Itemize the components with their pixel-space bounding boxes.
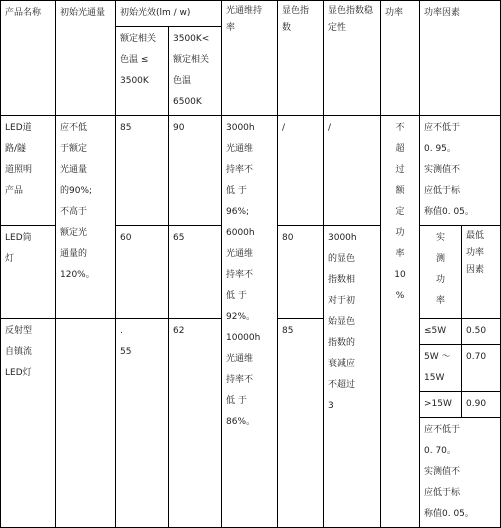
row1-product-name: LED道 路/隧 道照明 产品 — [1, 116, 56, 226]
row2-cri: 80 — [278, 226, 324, 319]
row1-efficacy-high: 90 — [169, 116, 222, 226]
header-product-name: 产品名称 — [1, 1, 56, 116]
row1-power-factor: 应不低于 0. 95。 实测值不 应低于标 称值0. 05。 — [420, 116, 501, 226]
row3-flux-empty — [56, 319, 116, 528]
row3-cri: 85 — [278, 319, 324, 528]
header-cct-low: 额定相关 色温 ≤ 3500K — [116, 27, 169, 116]
row2-efficacy-low: 60 — [116, 226, 169, 319]
pf-value: 0.70 — [462, 345, 501, 392]
header-cri: 显色指 数 — [278, 1, 324, 116]
row3-efficacy-low: . 55 — [116, 319, 169, 528]
row2-product-name: LED筒 灯 — [1, 226, 56, 319]
table-header-row — [1, 1, 501, 27]
pf-range: ≤5W — [420, 319, 462, 345]
row3-power-factor-note: 应不低于 0. 70。 实测值不 应低于标 称值0. 05。 — [420, 418, 501, 528]
row3-product-name: 反射型 自镇流 LED灯 — [1, 319, 56, 528]
row1-cri-stability: / — [324, 116, 381, 226]
header-cri-stability: 显色指数稳 定性 — [324, 1, 381, 116]
row1-efficacy-low: 85 — [116, 116, 169, 226]
table-row — [1, 116, 501, 226]
pf-label-actual: 实 测 功 率 — [420, 226, 462, 319]
row-power-requirement: 不 超 过 额 定 功 率 10 % — [381, 116, 420, 528]
pf-range: 5W ～ 15W — [420, 345, 462, 392]
header-power: 功率 — [381, 1, 420, 116]
pf-label-min: 最低 功率 因素 — [462, 226, 501, 319]
row1-cri: / — [278, 116, 324, 226]
pf-range: >15W — [420, 392, 462, 418]
header-initial-flux: 初始光通量 — [56, 1, 116, 116]
row2-efficacy-high: 65 — [169, 226, 222, 319]
row-maintenance-requirement: 3000h 光通维 持率不 低 于 96%; 6000h 光通维 持率不 低 于 92%。 10000h 光通维 持率不 低 于 86%。 — [222, 116, 278, 528]
pf-value: 0.90 — [462, 392, 501, 418]
row-cri-stability-requirement: 3000h 的显色 指数相 对于初 始显色 指数的 衰减应 不超过 3 — [324, 226, 381, 528]
row-flux-requirement: 应不低 于额定 光通量 的90%; 不高于 额定光 通量的 120%。 — [56, 116, 116, 319]
header-maintenance: 光通维持 率 — [222, 1, 278, 116]
row3-efficacy-high: 62 — [169, 319, 222, 528]
pf-value: 0.50 — [462, 319, 501, 345]
header-cct-high: 3500K< 额定相关 色温 6500K — [169, 27, 222, 116]
header-power-factor: 功率因素 — [420, 1, 501, 116]
header-initial-efficacy: 初始光效(lm / w) — [116, 1, 222, 27]
